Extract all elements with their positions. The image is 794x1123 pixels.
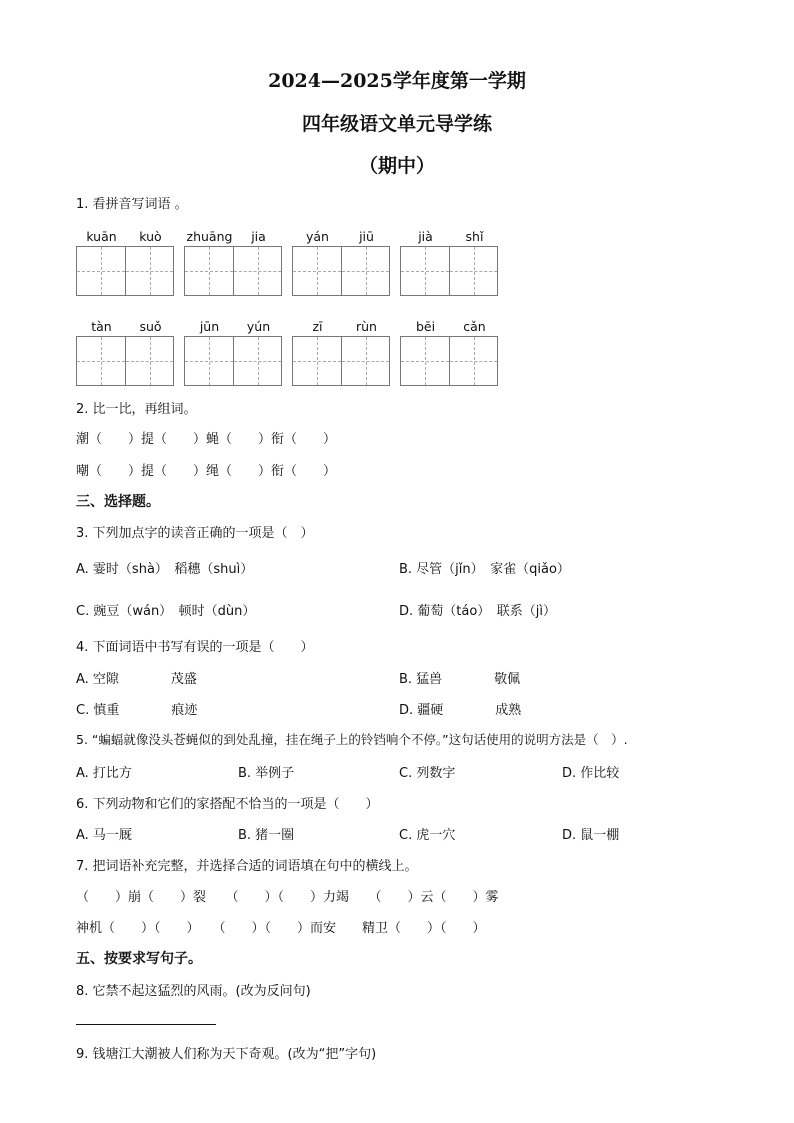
question-7-line2: 神机（ ）（ ） （ ）（ ）而安 精卫（ ）（ ） [76,921,486,936]
pinyin: yán [306,229,329,244]
question-3-prompt: 3. 下列加点字的读音正确的一项是（ ） [76,526,314,541]
option-a[interactable]: A. 马一厩 [76,828,132,843]
pinyin: kuān [86,229,117,244]
question-7-line1: （ ）崩（ ）裂 （ ）（ ）力竭 （ ）云（ ）雾 [76,890,499,905]
option-c[interactable]: C. 虎一穴 [399,828,456,843]
pinyin: jia [251,229,266,244]
writing-grid[interactable] [400,246,498,296]
pinyin: suǒ [139,319,162,334]
question-8-prompt: 8. 它禁不起这猛烈的风雨。(改为反问句) [76,984,311,999]
question-7-prompt: 7. 把词语补充完整，并选择合适的词语填在句中的横线上。 [76,859,418,874]
option-d[interactable]: D. 疆硬 成熟 [399,703,522,718]
question-2-prompt: 2. 比一比，再组词。 [76,402,197,417]
question-6-prompt: 6. 下列动物和它们的家搭配不恰当的一项是（ ） [76,797,379,812]
pinyin: zī [312,319,323,334]
option-d[interactable]: D. 葡萄（táo） 联系（jì） [399,604,557,619]
option-b[interactable]: B. 举例子 [238,766,295,781]
option-a[interactable]: A. 空隙 茂盛 [76,672,197,687]
option-d[interactable]: D. 鼠一棚 [562,828,620,843]
option-b[interactable]: B. 尽管（jǐn） 家雀（qiǎo） [399,562,570,577]
pinyin: kuò [139,229,162,244]
option-b[interactable]: B. 猛兽 敬佩 [399,672,521,687]
writing-grid[interactable] [400,336,498,386]
section-heading: 三、选择题。 [76,494,160,510]
section-heading: 五、按要求写句子。 [76,951,202,967]
page-title-line2: 四年级语文单元导学练 [301,113,492,135]
pinyin: cǎn [463,319,486,334]
pinyin: bēi [415,319,436,334]
writing-grid[interactable] [76,336,174,386]
option-a[interactable]: A. 打比方 [76,766,132,781]
pinyin: yún [246,319,271,334]
pinyin: rùn [356,319,377,334]
option-a[interactable]: A. 霎时（shà） 稻穗（shuì） [76,562,254,577]
writing-grid[interactable] [184,336,282,386]
pinyin: shǐ [465,229,484,244]
option-c[interactable]: C. 慎重 痕迹 [76,703,198,718]
option-d[interactable]: D. 作比较 [562,766,620,781]
writing-grid[interactable] [76,246,174,296]
question-4-prompt: 4. 下面词语中书写有误的一项是（ ） [76,640,314,655]
question-2-line2: 嘲（ ）提（ ）绳（ ）衔（ ） [76,464,337,479]
option-c[interactable]: C. 列数字 [399,766,456,781]
page-title-line3: （期中） [358,155,435,177]
pinyin: jià [418,229,433,244]
answer-line[interactable] [76,1024,216,1025]
question-2-line1: 潮（ ）提（ ）蝇（ ）衔（ ） [76,432,337,447]
page-title-line1: 2024—2025学年度第一学期 [268,70,526,92]
writing-grid[interactable] [292,336,390,386]
writing-grid[interactable] [292,246,390,296]
writing-grid[interactable] [184,246,282,296]
pinyin: jiū [359,229,374,244]
option-b[interactable]: B. 猪一圈 [238,828,295,843]
pinyin: jūn [199,319,220,334]
pinyin: zhuāng [186,229,233,244]
question-9-prompt: 9. 钱塘江大潮被人们称为天下奇观。(改为“把”字句) [76,1047,377,1062]
pinyin: tàn [91,319,112,334]
question-5-prompt: 5. “蝙蝠就像没头苍蝇似的到处乱撞，挂在绳子上的铃铛响个不停。”这句话使用的说明方法是（ ）. [76,732,628,747]
question-1-prompt: 1. 看拼音写词语 。 [76,197,188,212]
option-c[interactable]: C. 豌豆（wán） 顿时（dùn） [76,604,256,619]
